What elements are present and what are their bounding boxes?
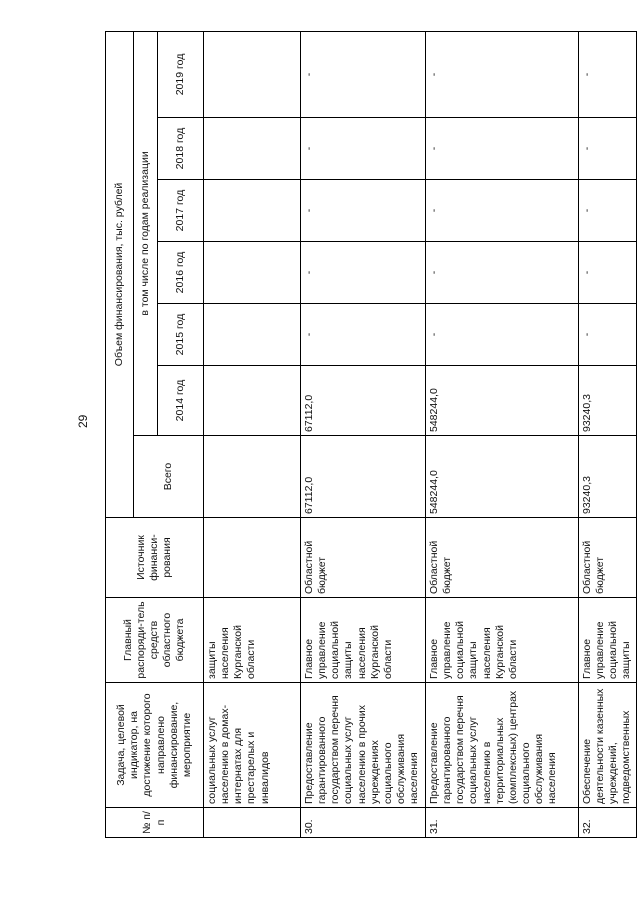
cell-year: 93240,3 — [579, 366, 637, 436]
cell-total: 67112,0 — [301, 436, 426, 518]
header-year: 2018 год — [158, 118, 204, 180]
cell-task: Предоставление гарантированного государством перечня социальных услуг населению в прочих учреждениях социального обслуживания населения — [301, 683, 426, 808]
cell-year: - — [426, 31, 579, 117]
cell-source: Областной бюджет — [426, 518, 579, 598]
cell-year — [204, 31, 301, 117]
header-year: 2019 год — [158, 31, 204, 117]
cell-total — [204, 436, 301, 518]
header-year: 2017 год — [158, 180, 204, 242]
cell-year — [204, 118, 301, 180]
cell-year: - — [579, 118, 637, 180]
cell-year: - — [301, 304, 426, 366]
cell-task: Предоставление гарантированного государством перечня социальных услуг населению в территориальных (комплексных) центрах социального обслуживания населения — [426, 683, 579, 808]
cell-num: 30. — [301, 808, 426, 838]
cell-year: - — [579, 180, 637, 242]
cell-year — [204, 304, 301, 366]
cell-num — [204, 808, 301, 838]
cell-year: - — [579, 304, 637, 366]
cell-year — [204, 242, 301, 304]
table-row — [204, 31, 301, 837]
header-year: 2015 год — [158, 304, 204, 366]
cell-task: социальных услуг населению в домах-интернатах для престарелых и инвалидов — [204, 683, 301, 808]
header-by-year: в том числе по годам реализации — [134, 31, 158, 435]
cell-year: - — [579, 242, 637, 304]
cell-year: - — [301, 180, 426, 242]
table-row — [301, 31, 426, 837]
cell-task: Обеспечение деятельности казенных учреждений, подведомственных — [579, 683, 637, 808]
cell-year: - — [301, 242, 426, 304]
cell-source: Областной бюджет — [579, 518, 637, 598]
header-volume: Объем финансирования, тыс. рублей — [106, 31, 134, 517]
cell-year: 548244,0 — [426, 366, 579, 436]
cell-year: - — [426, 118, 579, 180]
cell-source: Областной бюджет — [301, 518, 426, 598]
cell-year — [204, 180, 301, 242]
cell-manager: Главное управление социальной защиты населения Курганской области — [301, 598, 426, 683]
cell-year: - — [426, 180, 579, 242]
header-source: Источник финанси-рования — [106, 518, 204, 598]
cell-year: 67112,0 — [301, 366, 426, 436]
cell-source — [204, 518, 301, 598]
cell-manager: Главное управление социальной защиты — [579, 598, 637, 683]
cell-year: - — [301, 31, 426, 117]
page-number: 29 — [76, 414, 90, 428]
header-manager: Главный распоряди-тель средств областного бюджета — [106, 598, 204, 683]
cell-num: 31. — [426, 808, 579, 838]
cell-manager: Главное управление социальной защиты населения Курганской области — [426, 598, 579, 683]
header-num: № п/п — [106, 808, 204, 838]
header-task: Задача, целевой индикатор, на достижение которого направлено финансирование, мероприятие — [106, 683, 204, 808]
cell-year: - — [426, 304, 579, 366]
cell-total: 93240,3 — [579, 436, 637, 518]
financing-table-wrapper — [105, 32, 633, 838]
cell-year — [204, 366, 301, 436]
cell-num: 32. — [579, 808, 637, 838]
cell-total: 548244,0 — [426, 436, 579, 518]
header-year: 2014 год — [158, 366, 204, 436]
header-total: Всего — [134, 436, 204, 518]
table-row — [579, 31, 637, 837]
cell-year: - — [579, 31, 637, 117]
header-row — [106, 31, 134, 837]
cell-year: - — [426, 242, 579, 304]
header-year: 2016 год — [158, 242, 204, 304]
cell-year: - — [301, 118, 426, 180]
financing-table — [105, 31, 637, 838]
cell-manager: защиты населения Курганской области — [204, 598, 301, 683]
table-row — [426, 31, 579, 837]
